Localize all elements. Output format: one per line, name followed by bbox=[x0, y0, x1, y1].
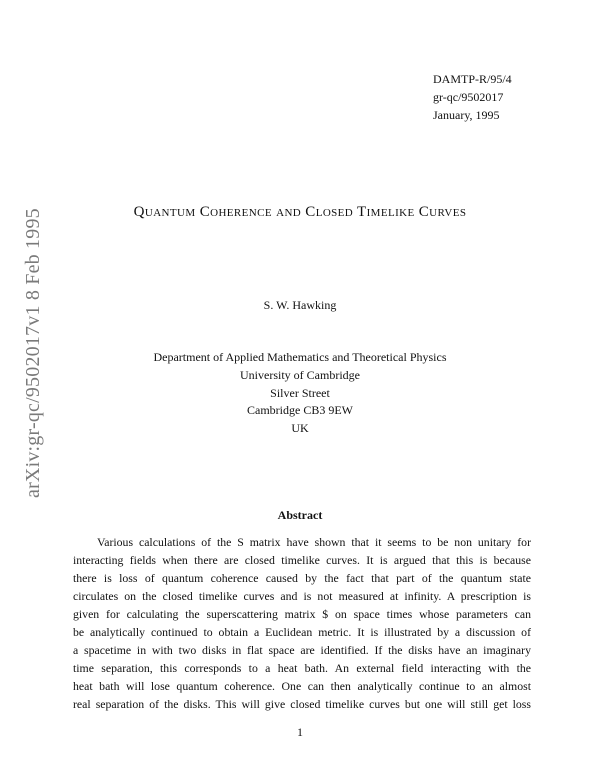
arxiv-side-stamp: arXiv:gr-qc/9502017v1 8 Feb 1995 bbox=[22, 208, 44, 498]
affiliation bbox=[0, 349, 600, 438]
author: S. W. Hawking bbox=[263, 298, 337, 312]
abstract-body bbox=[73, 533, 531, 713]
report-date: January, 1995 bbox=[433, 108, 500, 122]
paper-title: Quantum Coherence and Closed Timelike Curves bbox=[133, 204, 467, 220]
abstract-line: time separation, this corresponds to a heat bath. An external field interacting with the bbox=[73, 661, 531, 675]
report-info bbox=[433, 70, 512, 124]
affiliation-line: Cambridge CB3 9EW bbox=[247, 403, 353, 418]
abstract-line: given for calculating the superscattering matrix $ on space times whose parameters can bbox=[73, 607, 531, 621]
affiliation-line: Silver Street bbox=[270, 385, 330, 400]
abstract-line: circulates on the closed timelike curves and is not measured at infinity. A prescription is bbox=[73, 589, 531, 603]
report-number: DAMTP-R/95/4 bbox=[433, 72, 512, 86]
abstract-line: be analytically continued to obtain a Euclidean metric. It is illustrated by a discussion of bbox=[73, 625, 531, 639]
archive-id: gr-qc/9502017 bbox=[433, 90, 504, 104]
affiliation-line: University of Cambridge bbox=[240, 367, 360, 382]
abstract-line: real separation of the disks. This will give closed timelike curves but one will still get loss bbox=[73, 697, 531, 711]
page-number: 1 bbox=[297, 725, 303, 739]
abstract-line: Various calculations of the S matrix have shown that it seems to be non unitary for bbox=[97, 535, 531, 549]
affiliation-line: Department of Applied Mathematics and Theoretical Physics bbox=[153, 350, 447, 364]
abstract-heading: Abstract bbox=[277, 508, 323, 522]
abstract-line: interacting fields when there are closed timelike curves. It is argued that this is because bbox=[73, 553, 531, 567]
affiliation-line: UK bbox=[291, 421, 309, 436]
abstract-line: a spacetime in with two disks in flat space are identified. If the disks have an imaginary bbox=[73, 643, 531, 657]
abstract-line: there is loss of quantum coherence caused by the fact that part of the quantum state bbox=[73, 571, 531, 585]
abstract-line: heat bath will lose quantum coherence. One can then analytically continue to an almost bbox=[73, 679, 531, 693]
